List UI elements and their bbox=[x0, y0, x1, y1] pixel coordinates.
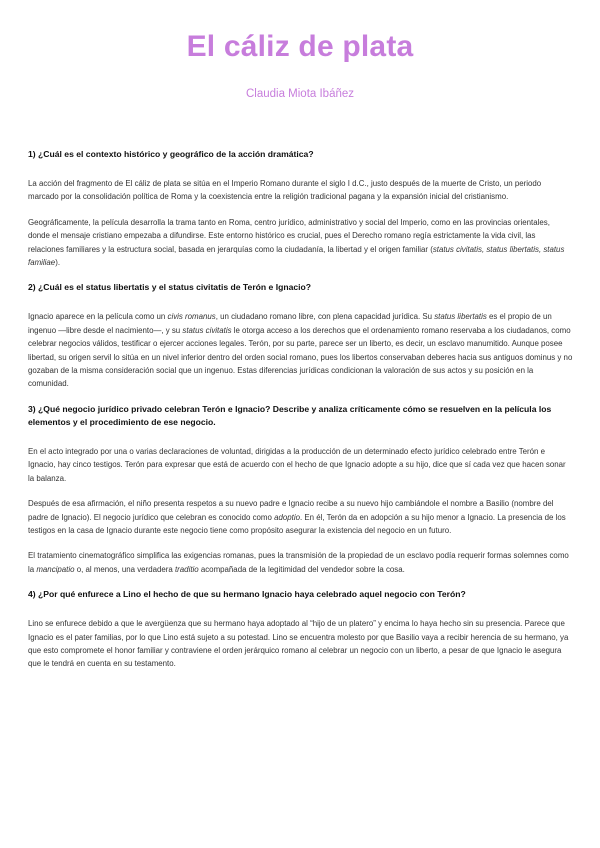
text-run: Lino se enfurece debido a que le avergüenza que su hermano haya adoptado al “hijo de un platero” y encima lo haya hecho sin su presencia. Parece que Ignacio es el pater familias, por lo que Lino está sujeto a su potestad. Lino se encuentra molesto por que Basilio vaya a recibir herencia de su hermano, ya que esto compromete el honor familiar y contraviene el orden jerárquico romano al celebrar un negocio con un liberto, a pesar de que Ignacio le asegura que le tendrá en cuenta en su testamento. bbox=[28, 619, 569, 669]
italic-term: status civitatis, status libertatis, status familiae bbox=[28, 244, 565, 268]
paragraph bbox=[28, 177, 573, 204]
italic-term: civis romanus bbox=[167, 312, 216, 322]
document-title: El cáliz de plata bbox=[186, 30, 414, 63]
text-run: ). bbox=[55, 258, 61, 268]
question-1: 1) ¿Cuál es el contexto histórico y geográfico de la acción dramática? bbox=[28, 149, 314, 159]
text-run: Después de esa afirmación, el niño presenta respetos a su nuevo padre e Ignacio recibe a su nuevo hijo cambiándole el nombre a Basilio (nombre del padre de Ignacio). El negocio jurídico que celebran es conocido como bbox=[28, 499, 554, 522]
paragraph bbox=[28, 617, 573, 671]
italic-term: mancipatio bbox=[36, 564, 75, 574]
document-body bbox=[28, 148, 573, 683]
section-2 bbox=[28, 281, 573, 390]
text-run: La acción del fragmento de El cáliz de plata se sitúa en el Imperio Romano durante el siglo I d.C., justo después de la muerte de Cristo, un periodo marcado por la consolidación política de Roma y la coexistencia entre la religión tradicional pagana y la expansión inicial del cristianismo. bbox=[28, 179, 542, 202]
text-run: le otorga acceso a los derechos que el ordenamiento romano reservaba a los ciudadanos, como celebrar negocios válidos, testificar o ejercer acciones legales. Terón, por su parte, parece ser un liberto, es decir, un esclavo manumitido. Aunque posee libertad, su origen servil lo sitúa en un nivel inferior dentro del orden social romano, pues los libertos conservaban deberes hacia sus antiguos dominus y no gozaban de la misma consideración social que un ingenuo. Estas diferencias jurídicas condicionan la valoración de sus actos y su posición en la comunidad. bbox=[28, 325, 573, 389]
text-run: es el propio de un ingenuo —libre desde el nacimiento—, y su bbox=[28, 312, 552, 335]
text-run: o, al menos, una verdadera bbox=[74, 564, 175, 574]
text-run: Geográficamente, la película desarrolla la trama tanto en Roma, centro jurídico, administrativo y social del Imperio, como en las provincias orientales, donde el mensaje cristiano empezaba a difundirse. Este entorno histórico es crucial, pues el Derecho romano regía estrictamente la vida civil, las relaciones familiares y la estructura social, basada en jerarquías como la ciudadanía, la libertad y el origen familiar ( bbox=[28, 217, 550, 254]
paragraph bbox=[28, 310, 573, 390]
paragraph bbox=[28, 445, 573, 485]
text-run: Ignacio aparece en la película como un bbox=[28, 312, 168, 322]
italic-term: traditio bbox=[174, 564, 199, 574]
question-3: 3) ¿Qué negocio jurídico privado celebran Terón e Ignacio? Describe y analiza críticamente cómo se resuelven en la película los elementos y el procedimiento de ese negocio. bbox=[28, 403, 552, 427]
text-run: acompañada de la legitimidad del vendedor sobre la cosa. bbox=[198, 564, 405, 574]
paragraph bbox=[28, 549, 573, 576]
text-run: , un ciudadano romano libre, con plena capacidad jurídica. Su bbox=[215, 312, 435, 322]
document-author: Claudia Miota Ibáñez bbox=[245, 88, 355, 100]
text-run: El tratamiento cinematográfico simplifica las exigencias romanas, pues la transmisión de la propiedad de un esclavo podía requerir formas solemnes como la bbox=[28, 551, 569, 574]
question-4: 4) ¿Por qué enfurece a Lino el hecho de que su hermano Ignacio haya celebrado aquel negocio con Terón? bbox=[28, 589, 466, 600]
text-run: En el acto integrado por una o varias declaraciones de voluntad, dirigidas a la producción de un determinado efecto jurídico celebrado entre Terón e Ignacio, hay cinco testigos. Terón para expresar que está de acuerdo con el hecho de que Ignacio adopte a su hijo, dice que sí cada vez que hacen sonar la balanza. bbox=[28, 446, 566, 483]
paragraph bbox=[28, 216, 573, 270]
section-3 bbox=[28, 403, 573, 576]
italic-term: adoptio bbox=[274, 512, 300, 522]
italic-term: status libertatis bbox=[434, 312, 487, 322]
paragraph bbox=[28, 497, 573, 537]
question-2: 2) ¿Cuál es el status libertatis y el status civitatis de Terón e Ignacio? bbox=[28, 282, 312, 293]
text-run: . En él, Terón da en adopción a su hijo menor a Ignacio. La presencia de los testigos en la casa de Ignacio durante este negocio tiene como propósito asegurar la existencia del negocio en un futuro. bbox=[28, 512, 566, 535]
italic-term: status civitatis bbox=[182, 325, 232, 335]
section-4 bbox=[28, 588, 573, 671]
section-1 bbox=[28, 148, 573, 269]
